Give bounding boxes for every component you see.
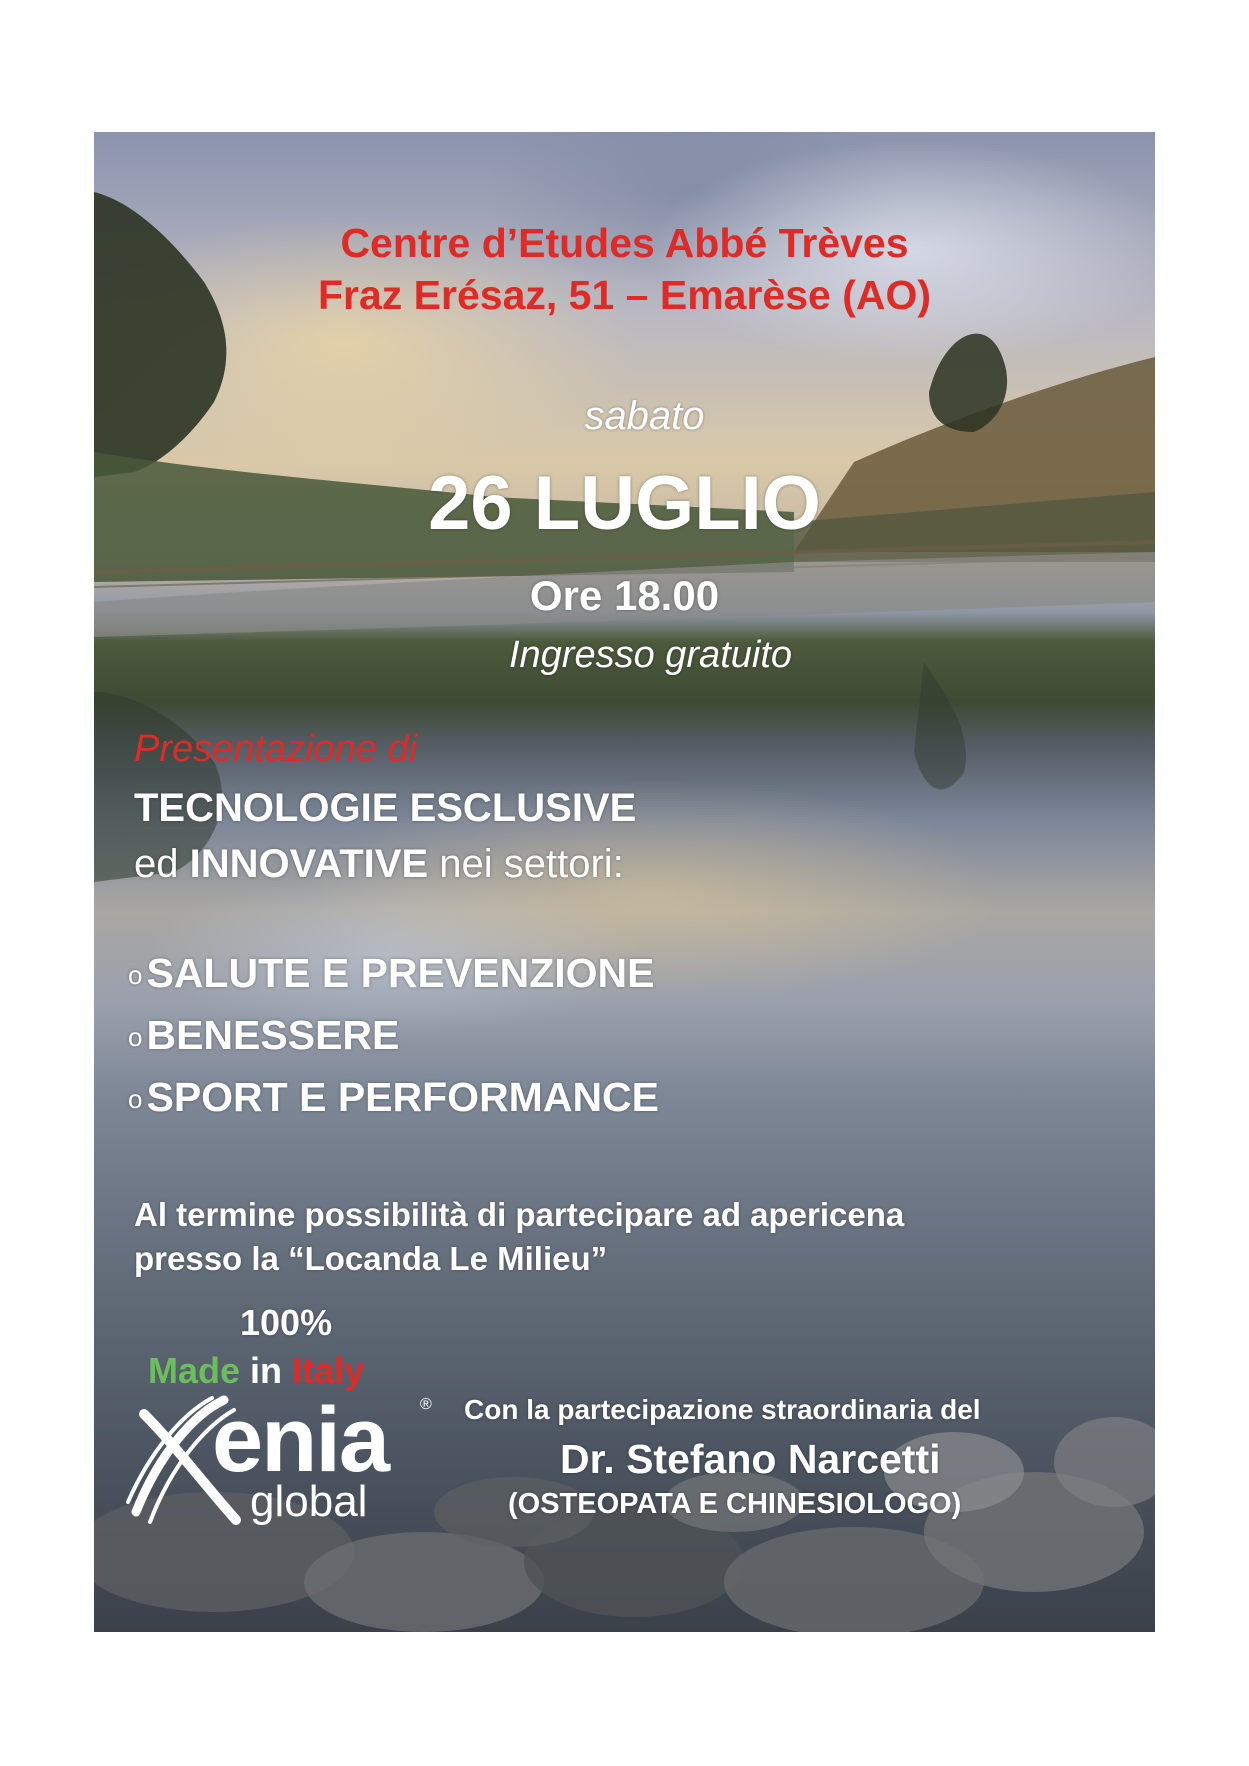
- list-item: [128, 1074, 659, 1121]
- guest-intro: Con la partecipazione straordinaria del: [464, 1394, 981, 1425]
- aperitivo-line-2: presso la “Locanda Le Milieu”: [134, 1240, 608, 1277]
- list-item: [128, 950, 654, 997]
- italy-word: Italy: [292, 1350, 365, 1391]
- list-item-label: SALUTE E PREVENZIONE: [146, 950, 655, 996]
- xenia-logo-brand: enia: [212, 1389, 389, 1491]
- made-in-percent: 100%: [240, 1302, 333, 1343]
- event-day: sabato: [584, 394, 705, 438]
- xenia-logo: [124, 1389, 444, 1534]
- guest-role: (OSTEOPATA E CHINESIOLOGO): [508, 1488, 962, 1520]
- made-in-italy: [148, 1350, 364, 1392]
- event-time: Ore 18.00: [529, 572, 720, 619]
- bullet-icon: o: [128, 1084, 143, 1114]
- guest-name: Dr. Stefano Narcetti: [560, 1436, 941, 1482]
- tech-headline: TECNOLOGIE ESCLUSIVE: [134, 786, 637, 830]
- aperitivo-line-1: Al termine possibilità di partecipare ad apericena: [134, 1196, 905, 1233]
- venue-address: Fraz Erésaz, 51 – Emarèse (AO): [317, 272, 932, 318]
- xenia-logo-sub: global: [250, 1477, 368, 1526]
- sectors-intro: [134, 842, 624, 887]
- event-date: 26 LUGLIO: [428, 461, 821, 546]
- sectors-intro-bold: INNOVATIVE: [189, 842, 429, 886]
- in-word: in: [250, 1350, 283, 1391]
- poster: [94, 132, 1155, 1632]
- presentation-label: Presentazione di: [134, 728, 418, 770]
- event-entry: Ingresso gratuito: [508, 634, 793, 676]
- bullet-icon: o: [128, 1022, 143, 1052]
- bullet-icon: o: [128, 960, 143, 990]
- sectors-intro-suffix: nei settori:: [428, 842, 624, 886]
- list-item: [128, 1012, 399, 1059]
- sectors-intro-prefix: ed: [134, 842, 190, 886]
- made-word: Made: [148, 1350, 241, 1391]
- list-item-label: SPORT E PERFORMANCE: [146, 1074, 660, 1120]
- venue-name: Centre d’Etudes Abbé Trèves: [340, 220, 909, 266]
- list-item-label: BENESSERE: [146, 1012, 400, 1058]
- registered-mark: ®: [420, 1396, 432, 1413]
